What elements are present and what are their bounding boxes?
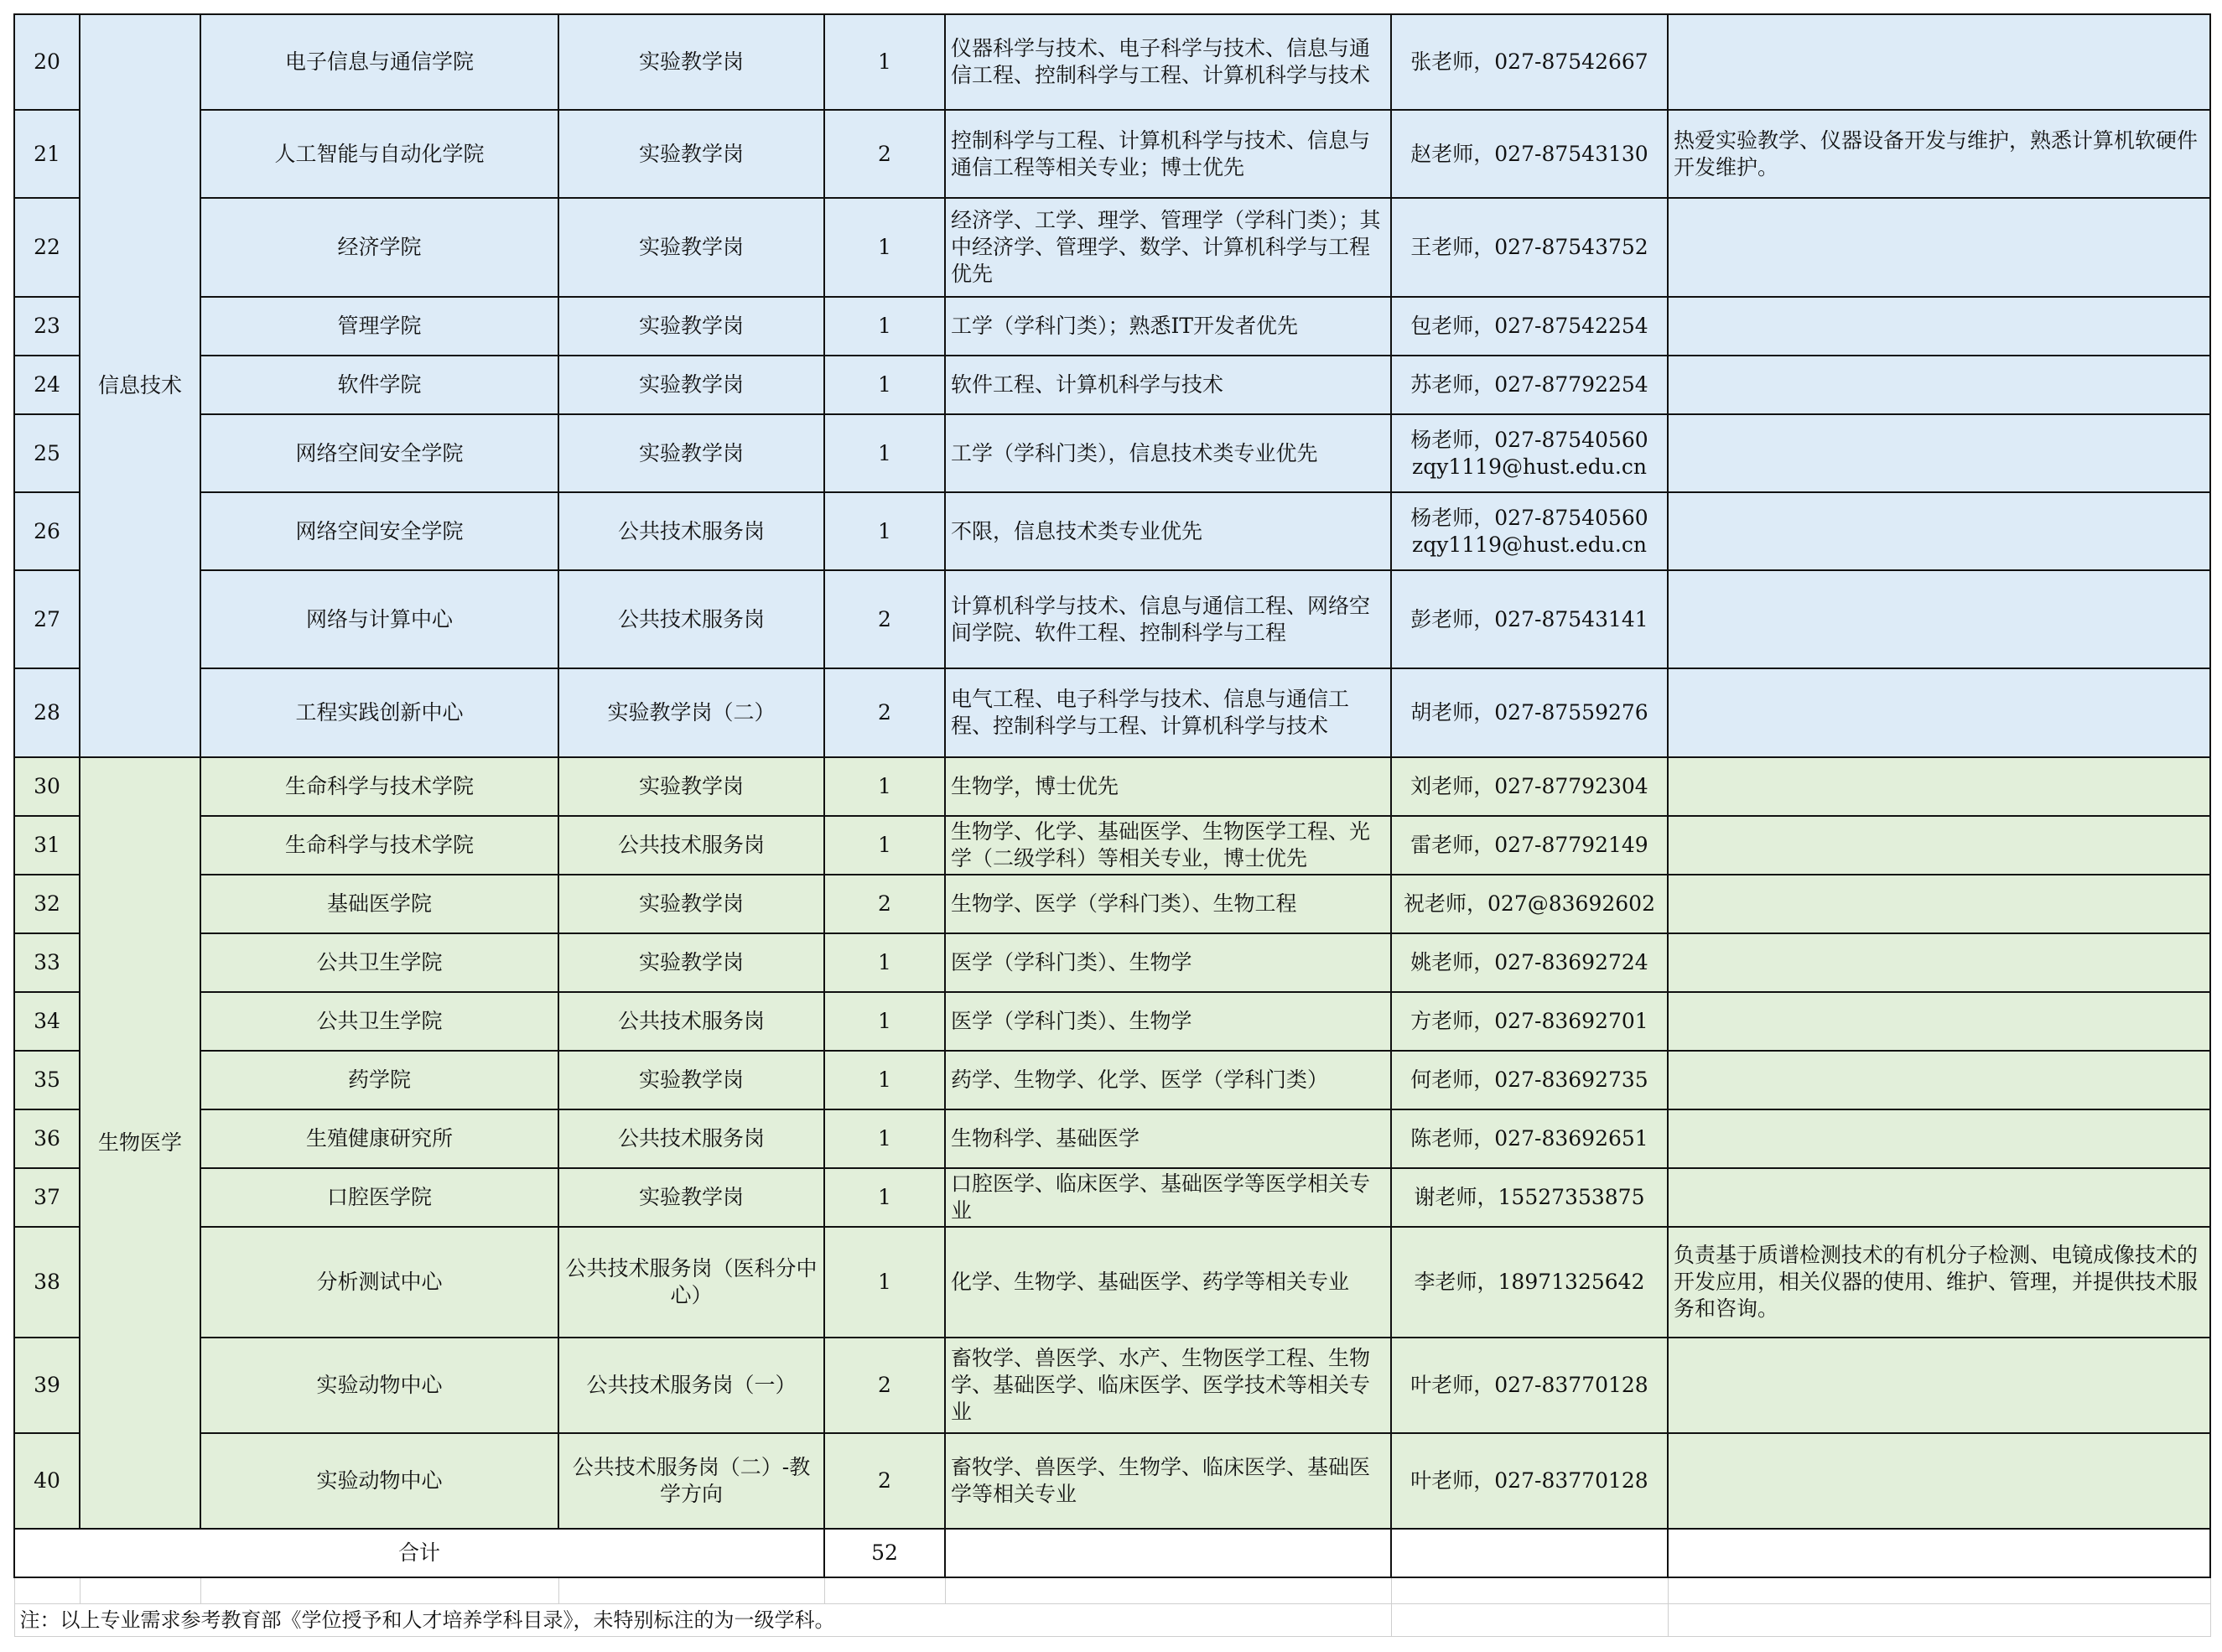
row-number: 27: [14, 570, 80, 668]
headcount: 1: [824, 14, 945, 110]
post-name: 实验教学岗（二）: [558, 668, 824, 757]
row-number: 35: [14, 1051, 80, 1109]
table-row: [14, 14, 2210, 110]
footnote: 注：以上专业需求参考教育部《学位授予和人才培养学科目录》，未特别标注的为一级学科。: [14, 1604, 1391, 1637]
unit-name: 药学院: [200, 1051, 558, 1109]
contact-person: 王老师，027-87543752: [1410, 235, 1648, 259]
remark: [1668, 1338, 2210, 1433]
table-row: [14, 816, 2210, 875]
major-requirement: 电气工程、电子科学与技术、信息与通信工程、控制科学与工程、计算机科学与技术: [945, 668, 1391, 757]
headcount: 1: [824, 492, 945, 570]
remark: [1668, 570, 2210, 668]
unit-name: 生命科学与技术学院: [200, 816, 558, 875]
table-row: [14, 757, 2210, 816]
recruitment-table: [13, 13, 2211, 1637]
post-name: 实验教学岗: [558, 198, 824, 297]
post-name: 公共技术服务岗: [558, 492, 824, 570]
post-name: 公共技术服务岗（一）: [558, 1338, 824, 1433]
post-name: 实验教学岗: [558, 14, 824, 110]
table-row: [14, 356, 2210, 414]
contact-person: 雷老师，027-87792149: [1410, 833, 1648, 857]
contact-person: 陈老师，027-83692651: [1410, 1126, 1648, 1151]
row-number: 28: [14, 668, 80, 757]
note-row: [14, 1604, 2210, 1637]
row-number: 38: [14, 1227, 80, 1338]
contact-info: [1391, 14, 1668, 110]
remark: [1668, 356, 2210, 414]
contact-info: [1391, 414, 1668, 492]
unit-name: 人工智能与自动化学院: [200, 110, 558, 198]
row-number: 37: [14, 1168, 80, 1227]
row-number: 39: [14, 1338, 80, 1433]
remark: [1668, 816, 2210, 875]
contact-info: [1391, 1227, 1668, 1338]
post-name: 实验教学岗: [558, 1051, 824, 1109]
post-name: 公共技术服务岗: [558, 1109, 824, 1168]
headcount: 1: [824, 816, 945, 875]
major-requirement: 口腔医学、临床医学、基础医学等医学相关专业: [945, 1168, 1391, 1227]
contact-info: [1391, 198, 1668, 297]
remark: [1668, 668, 2210, 757]
row-number: 30: [14, 757, 80, 816]
unit-name: 公共卫生学院: [200, 933, 558, 992]
contact-person: 杨老师，027-87540560: [1410, 505, 1648, 530]
headcount: 2: [824, 1433, 945, 1529]
unit-name: 公共卫生学院: [200, 992, 558, 1051]
unit-name: 工程实践创新中心: [200, 668, 558, 757]
headcount: 1: [824, 198, 945, 297]
row-number: 34: [14, 992, 80, 1051]
major-requirement: 工学（学科门类），信息技术类专业优先: [945, 414, 1391, 492]
post-name: 公共技术服务岗: [558, 992, 824, 1051]
post-name: 实验教学岗: [558, 757, 824, 816]
headcount: 2: [824, 110, 945, 198]
post-name: 实验教学岗: [558, 297, 824, 356]
headcount: 1: [824, 414, 945, 492]
table-row: [14, 492, 2210, 570]
headcount: 1: [824, 992, 945, 1051]
unit-name: 基础医学院: [200, 875, 558, 933]
group-biomedicine: 生物医学: [80, 757, 200, 1529]
post-name: 实验教学岗: [558, 414, 824, 492]
unit-name: 软件学院: [200, 356, 558, 414]
headcount: 1: [824, 933, 945, 992]
contact-info: [1391, 933, 1668, 992]
contact-email[interactable]: zqy1119@hust.edu.cn: [1412, 454, 1647, 479]
contact-info: [1391, 356, 1668, 414]
major-requirement: 软件工程、计算机科学与技术: [945, 356, 1391, 414]
post-name: 实验教学岗: [558, 110, 824, 198]
remark: 热爱实验教学、仪器设备开发与维护，熟悉计算机软硬件开发维护。: [1668, 110, 2210, 198]
contact-info: [1391, 1338, 1668, 1433]
unit-name: 实验动物中心: [200, 1433, 558, 1529]
contact-info: [1391, 816, 1668, 875]
remark: [1668, 492, 2210, 570]
remark: 负责基于质谱检测技术的有机分子检测、电镜成像技术的开发应用，相关仪器的使用、维护、管理，并提供技术服务和咨询。: [1668, 1227, 2210, 1338]
unit-name: 经济学院: [200, 198, 558, 297]
major-requirement: 畜牧学、兽医学、水产、生物医学工程、生物学、基础医学、临床医学、医学技术等相关专业: [945, 1338, 1391, 1433]
headcount: 1: [824, 1109, 945, 1168]
unit-name: 分析测试中心: [200, 1227, 558, 1338]
unit-name: 实验动物中心: [200, 1338, 558, 1433]
remark: [1668, 1433, 2210, 1529]
major-requirement: 生物学、化学、基础医学、生物医学工程、光学（二级学科）等相关专业，博士优先: [945, 816, 1391, 875]
remark: [1668, 198, 2210, 297]
unit-name: 生命科学与技术学院: [200, 757, 558, 816]
contact-info: [1391, 992, 1668, 1051]
blank-cell: [1391, 1604, 1668, 1637]
post-name: 公共技术服务岗: [558, 570, 824, 668]
contact-person: 彭老师，027-87543141: [1410, 606, 1648, 631]
major-requirement: 仪器科学与技术、电子科学与技术、信息与通信工程、控制科学与工程、计算机科学与技术: [945, 14, 1391, 110]
contact-person: 刘老师，027-87792304: [1410, 774, 1648, 798]
total-count: 52: [824, 1529, 945, 1577]
contact-person: 姚老师，027-83692724: [1410, 950, 1648, 974]
unit-name: 生殖健康研究所: [200, 1109, 558, 1168]
blank-cell: [14, 1577, 80, 1604]
blank-cell: [200, 1577, 558, 1604]
major-requirement: 化学、生物学、基础医学、药学等相关专业: [945, 1227, 1391, 1338]
post-name: 公共技术服务岗（医科分中心）: [558, 1227, 824, 1338]
contact-person: 赵老师，027-87543130: [1410, 141, 1648, 166]
total-label: 合计: [14, 1529, 824, 1577]
major-requirement: 医学（学科门类）、生物学: [945, 992, 1391, 1051]
major-requirement: 生物学，博士优先: [945, 757, 1391, 816]
total-empty-remark: [1668, 1529, 2210, 1577]
total-empty-contact: [1391, 1529, 1668, 1577]
table-row: [14, 1168, 2210, 1227]
contact-info: [1391, 570, 1668, 668]
total-row: [14, 1529, 2210, 1577]
blank-cell: [558, 1577, 824, 1604]
major-requirement: 控制科学与工程、计算机科学与技术、信息与通信工程等相关专业；博士优先: [945, 110, 1391, 198]
blank-cell: [1391, 1577, 1668, 1604]
blank-row: [14, 1577, 2210, 1604]
contact-info: [1391, 1433, 1668, 1529]
contact-info: [1391, 297, 1668, 356]
headcount: 1: [824, 757, 945, 816]
headcount: 1: [824, 1168, 945, 1227]
contact-info: [1391, 492, 1668, 570]
row-number: 22: [14, 198, 80, 297]
table-row: [14, 875, 2210, 933]
major-requirement: 工学（学科门类）；熟悉IT开发者优先: [945, 297, 1391, 356]
contact-info: [1391, 875, 1668, 933]
row-number: 23: [14, 297, 80, 356]
remark: [1668, 414, 2210, 492]
blank-cell: [1668, 1604, 2210, 1637]
contact-person: 叶老师，027-83770128: [1410, 1373, 1648, 1397]
remark: [1668, 1168, 2210, 1227]
headcount: 1: [824, 1227, 945, 1338]
contact-info: [1391, 757, 1668, 816]
blank-cell: [80, 1577, 200, 1604]
contact-person: 苏老师，027-87792254: [1410, 372, 1648, 397]
contact-person: 谢老师，15527353875: [1414, 1185, 1645, 1209]
row-number: 31: [14, 816, 80, 875]
group-info-tech: 信息技术: [80, 14, 200, 757]
major-requirement: 生物科学、基础医学: [945, 1109, 1391, 1168]
table-row: [14, 198, 2210, 297]
headcount: 1: [824, 356, 945, 414]
post-name: 公共技术服务岗: [558, 816, 824, 875]
contact-person: 张老师，027-87542667: [1410, 49, 1648, 74]
remark: [1668, 933, 2210, 992]
table-row: [14, 570, 2210, 668]
headcount: 2: [824, 570, 945, 668]
row-number: 33: [14, 933, 80, 992]
table-row: [14, 1051, 2210, 1109]
row-number: 21: [14, 110, 80, 198]
table-row: [14, 110, 2210, 198]
remark: [1668, 297, 2210, 356]
major-requirement: 不限，信息技术类专业优先: [945, 492, 1391, 570]
major-requirement: 计算机科学与技术、信息与通信工程、网络空间学院、软件工程、控制科学与工程: [945, 570, 1391, 668]
contact-person: 包老师，027-87542254: [1410, 314, 1648, 338]
remark: [1668, 1109, 2210, 1168]
row-number: 26: [14, 492, 80, 570]
table-row: [14, 1338, 2210, 1433]
contact-info: [1391, 1051, 1668, 1109]
contact-person: 叶老师，027-83770128: [1410, 1468, 1648, 1493]
major-requirement: 药学、生物学、化学、医学（学科门类）: [945, 1051, 1391, 1109]
contact-email[interactable]: zqy1119@hust.edu.cn: [1412, 532, 1647, 557]
row-number: 25: [14, 414, 80, 492]
contact-person: 胡老师，027-87559276: [1410, 700, 1648, 725]
table-row: [14, 933, 2210, 992]
contact-person: 祝老师，027@83692602: [1404, 891, 1655, 916]
blank-cell: [824, 1577, 945, 1604]
remark: [1668, 1051, 2210, 1109]
contact-person: 李老师，18971325642: [1414, 1270, 1645, 1294]
contact-info: [1391, 668, 1668, 757]
row-number: 24: [14, 356, 80, 414]
remark: [1668, 14, 2210, 110]
major-requirement: 医学（学科门类）、生物学: [945, 933, 1391, 992]
post-name: 实验教学岗: [558, 356, 824, 414]
post-name: 实验教学岗: [558, 875, 824, 933]
headcount: 2: [824, 1338, 945, 1433]
post-name: 公共技术服务岗（二）-教学方向: [558, 1433, 824, 1529]
post-name: 实验教学岗: [558, 1168, 824, 1227]
table-row: [14, 297, 2210, 356]
unit-name: 口腔医学院: [200, 1168, 558, 1227]
contact-info: [1391, 110, 1668, 198]
contact-info: [1391, 1168, 1668, 1227]
major-requirement: 经济学、工学、理学、管理学（学科门类）；其中经济学、管理学、数学、计算机科学与工程优先: [945, 198, 1391, 297]
table-row: [14, 992, 2210, 1051]
headcount: 1: [824, 297, 945, 356]
table-row: [14, 668, 2210, 757]
total-empty-major: [945, 1529, 1391, 1577]
table-row: [14, 1227, 2210, 1338]
major-requirement: 生物学、医学（学科门类）、生物工程: [945, 875, 1391, 933]
row-number: 36: [14, 1109, 80, 1168]
headcount: 1: [824, 1051, 945, 1109]
blank-cell: [1668, 1577, 2210, 1604]
table-row: [14, 1433, 2210, 1529]
table-row: [14, 414, 2210, 492]
unit-name: 电子信息与通信学院: [200, 14, 558, 110]
contact-person: 杨老师，027-87540560: [1410, 427, 1648, 452]
major-requirement: 畜牧学、兽医学、生物学、临床医学、基础医学等相关专业: [945, 1433, 1391, 1529]
row-number: 40: [14, 1433, 80, 1529]
remark: [1668, 757, 2210, 816]
remark: [1668, 875, 2210, 933]
headcount: 2: [824, 668, 945, 757]
row-number: 32: [14, 875, 80, 933]
unit-name: 管理学院: [200, 297, 558, 356]
unit-name: 网络与计算中心: [200, 570, 558, 668]
remark: [1668, 992, 2210, 1051]
contact-person: 何老师，027-83692735: [1410, 1068, 1648, 1092]
unit-name: 网络空间安全学院: [200, 414, 558, 492]
blank-cell: [945, 1577, 1391, 1604]
unit-name: 网络空间安全学院: [200, 492, 558, 570]
contact-info: [1391, 1109, 1668, 1168]
contact-person: 方老师，027-83692701: [1410, 1009, 1648, 1033]
post-name: 实验教学岗: [558, 933, 824, 992]
headcount: 2: [824, 875, 945, 933]
table-row: [14, 1109, 2210, 1168]
row-number: 20: [14, 14, 80, 110]
